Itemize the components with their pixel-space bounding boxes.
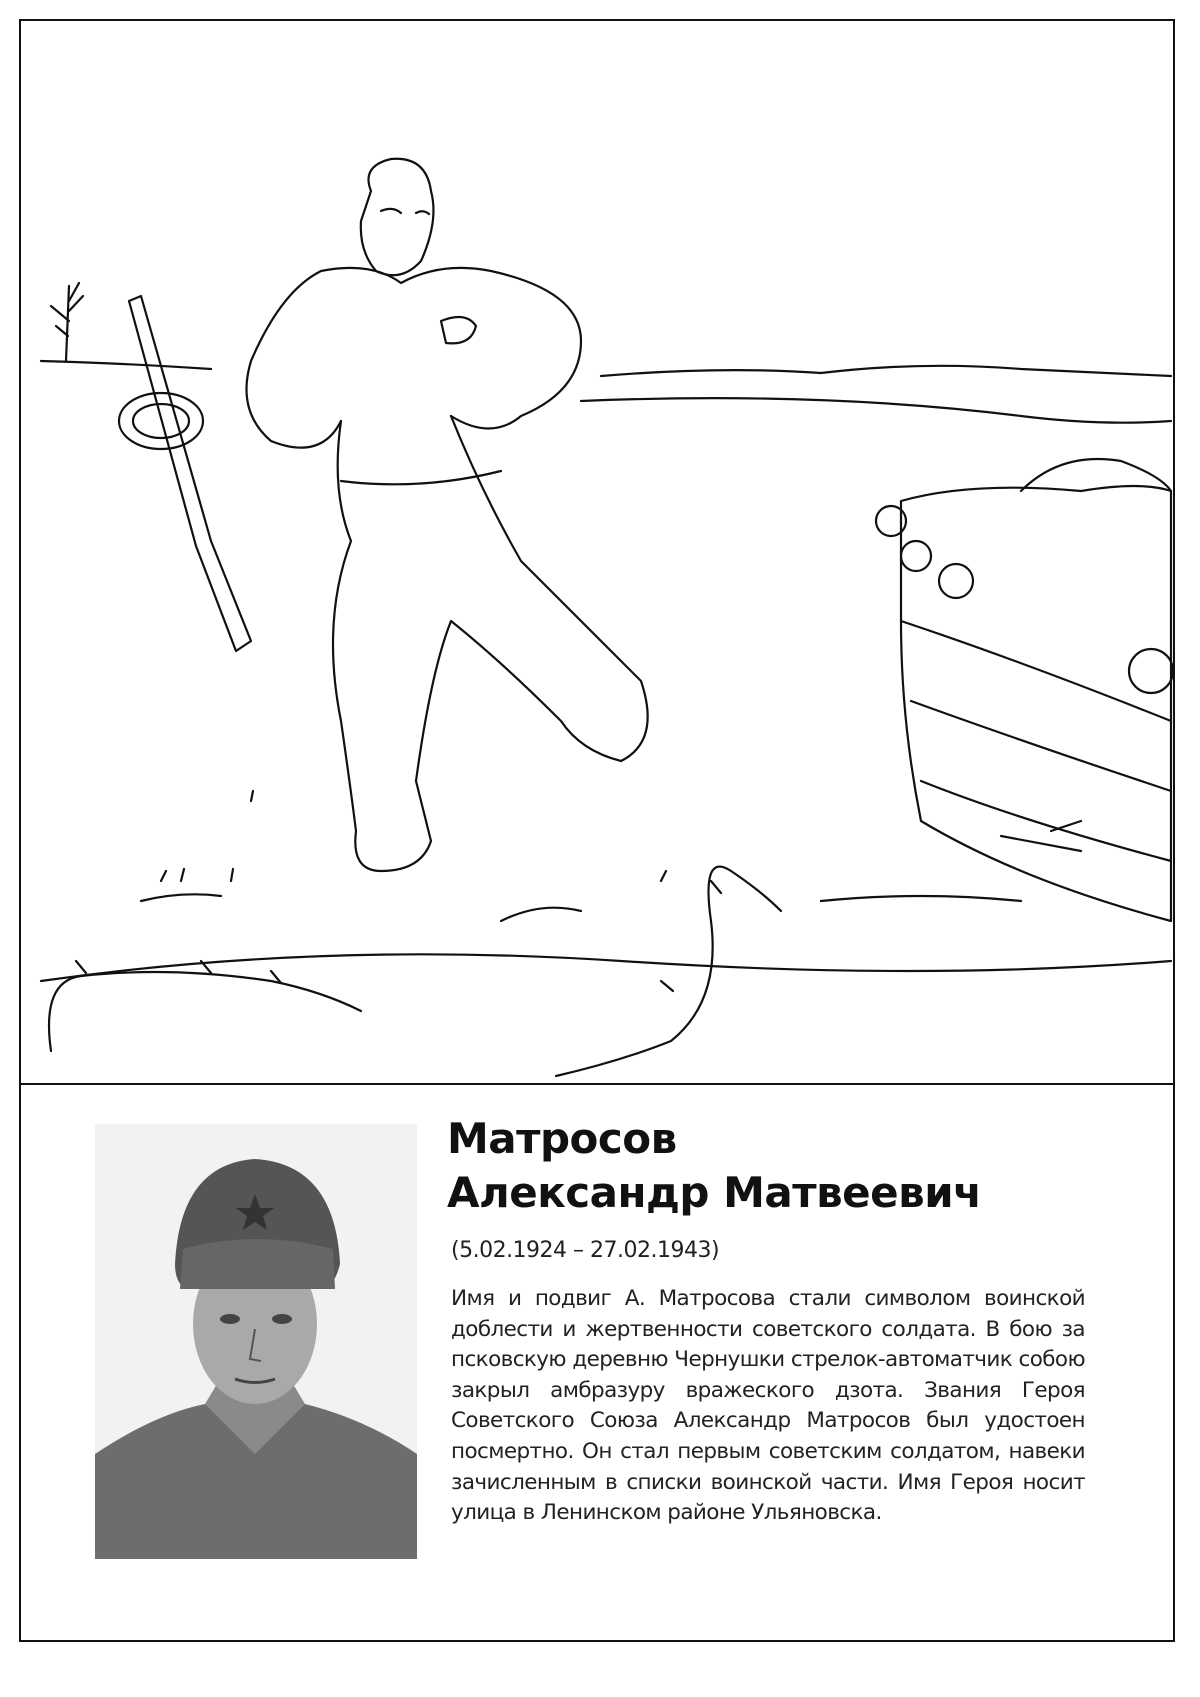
- ground: [41, 791, 1171, 981]
- section-divider: [19, 1083, 1175, 1085]
- horizon: [41, 361, 1171, 423]
- hero-portrait: [95, 1124, 417, 1559]
- soldier-figure: [247, 159, 648, 871]
- hero-given-names: Александр Матвеевич: [447, 1168, 982, 1217]
- tree: [51, 283, 83, 361]
- hero-surname: Матросов: [447, 1114, 677, 1163]
- hero-life-dates: (5.02.1924 – 27.02.1943): [451, 1238, 720, 1263]
- hero-name: [447, 1112, 982, 1220]
- coloring-illustration: [21, 21, 1173, 1082]
- bunker: [876, 459, 1173, 921]
- submachine-gun: [119, 296, 251, 651]
- hero-biography: Имя и подвиг А. Матросова стали символом воинской доблести и жертвенности советского солдата. В бою за псковскую деревню Чернушки стрелок-автоматчик собою закрыл амбразуру вражеского дзота. Звания Героя Советского Союза Александр Матросов был удостоен посмертно. Он стал первым советским солдатом, навеки зачисленным в списки воинской части. Имя Героя носит улица в Ленинском районе Ульяновска.: [451, 1286, 1085, 1526]
